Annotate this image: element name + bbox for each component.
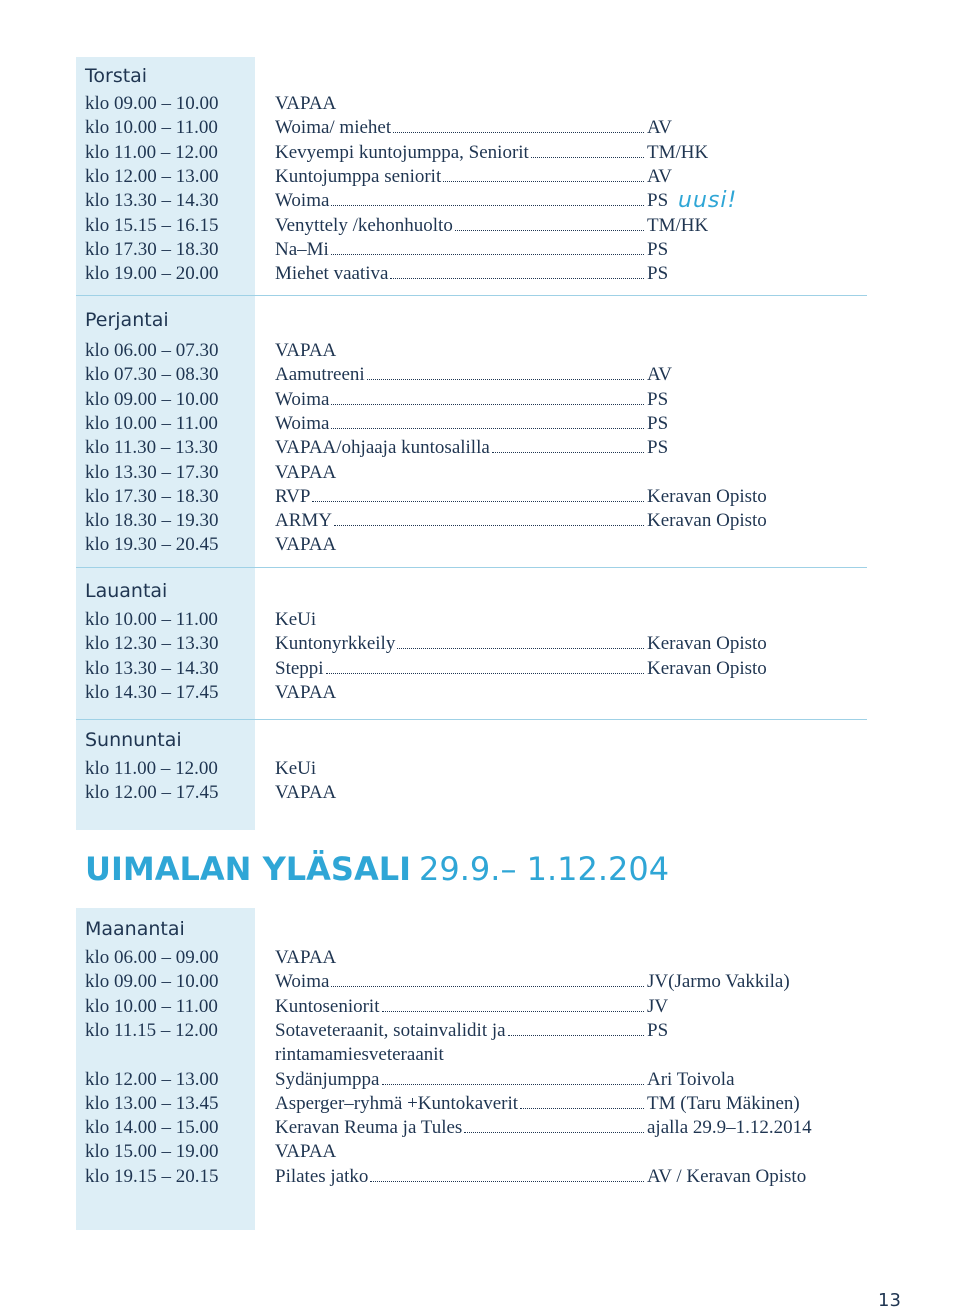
activity-row bbox=[275, 214, 645, 238]
dot-leader bbox=[331, 404, 644, 405]
activity-name: Woima bbox=[275, 971, 330, 993]
section-dates: 29.9.– 1.12.204 bbox=[419, 850, 670, 888]
day-heading: Maanantai bbox=[85, 918, 185, 940]
time-slot: klo 11.00 – 12.00 bbox=[85, 758, 218, 779]
activity-name: Sydänjumppa bbox=[275, 1068, 380, 1090]
activity-name: Asperger–ryhmä +Kuntokaverit bbox=[275, 1092, 519, 1114]
activity-name: Woima bbox=[275, 190, 330, 212]
time-slot: klo 13.00 – 13.45 bbox=[85, 1092, 219, 1114]
time-slot: klo 11.00 – 12.00 bbox=[85, 141, 218, 163]
dot-leader bbox=[464, 1132, 644, 1133]
time-slot: klo 12.00 – 13.00 bbox=[85, 1068, 219, 1090]
activity-row bbox=[275, 1116, 645, 1140]
time-slot: klo 13.30 – 17.30 bbox=[85, 461, 219, 483]
dot-leader bbox=[331, 205, 644, 206]
activity-name: VAPAA bbox=[275, 681, 337, 703]
dot-leader bbox=[520, 1108, 644, 1109]
time-slot: klo 11.30 – 13.30 bbox=[85, 437, 218, 459]
time-slot: klo 18.30 – 19.30 bbox=[85, 510, 219, 532]
activity-row bbox=[275, 262, 645, 286]
time-slot: klo 13.30 – 14.30 bbox=[85, 190, 219, 212]
day-heading: Sunnuntai bbox=[85, 729, 182, 751]
instructor: PS bbox=[647, 1019, 669, 1041]
activity-row bbox=[275, 388, 645, 412]
activity-row bbox=[275, 189, 645, 213]
day-heading: Perjantai bbox=[85, 309, 169, 331]
activity-name: KeUi bbox=[275, 609, 317, 630]
dot-leader bbox=[393, 132, 644, 133]
dot-leader bbox=[508, 1035, 644, 1036]
time-slot: klo 19.00 – 20.00 bbox=[85, 263, 219, 285]
time-slot: klo 10.00 – 11.00 bbox=[85, 609, 218, 630]
time-slot: klo 09.00 – 10.00 bbox=[85, 388, 219, 410]
dot-leader bbox=[331, 428, 644, 429]
dot-leader bbox=[331, 254, 644, 255]
day-divider bbox=[76, 295, 867, 296]
instructor: Ari Toivola bbox=[647, 1068, 735, 1090]
time-slot: klo 14.00 – 15.00 bbox=[85, 1117, 219, 1139]
dot-leader bbox=[382, 1011, 645, 1012]
activity-row bbox=[275, 412, 645, 436]
activity-name: Venyttely /kehonhuolto bbox=[275, 214, 453, 236]
activity-name: Sotaveteraanit, sotainvalidit ja bbox=[275, 1019, 506, 1041]
instructor: PS bbox=[647, 238, 669, 260]
instructor: PS bbox=[647, 437, 669, 459]
section-heading bbox=[85, 849, 669, 889]
dot-leader bbox=[397, 648, 644, 649]
activity-name: Pilates jatko bbox=[275, 1165, 369, 1187]
dot-leader bbox=[382, 1084, 645, 1085]
time-slot: klo 17.30 – 18.30 bbox=[85, 238, 219, 260]
instructor: AV bbox=[647, 165, 672, 187]
day-heading: Torstai bbox=[85, 65, 148, 87]
time-slot: klo 09.00 – 10.00 bbox=[85, 971, 219, 993]
time-slot: klo 10.00 – 11.00 bbox=[85, 995, 218, 1017]
instructor: TM/HK bbox=[647, 214, 709, 236]
activity-name: KeUi bbox=[275, 758, 317, 779]
time-slot: klo 12.00 – 13.00 bbox=[85, 165, 219, 187]
activity-name: VAPAA/ohjaaja kuntosalilla bbox=[275, 437, 490, 459]
time-slot: klo 15.15 – 16.15 bbox=[85, 214, 219, 236]
activity-row bbox=[275, 238, 645, 262]
time-slot: klo 15.00 – 19.00 bbox=[85, 1141, 219, 1163]
activity-row bbox=[275, 116, 645, 140]
time-slot: klo 12.00 – 17.45 bbox=[85, 782, 219, 804]
dot-leader bbox=[367, 379, 644, 380]
activity-name: Keravan Reuma ja Tules bbox=[275, 1117, 463, 1139]
activity-name: Kuntoseniorit bbox=[275, 995, 380, 1017]
activity-name: Kuntonyrkkeily bbox=[275, 633, 396, 655]
instructor: Keravan Opisto bbox=[647, 510, 767, 532]
instructor: JV(Jarmo Vakkila) bbox=[647, 971, 790, 993]
time-slot: klo 09.00 – 10.00 bbox=[85, 93, 219, 114]
activity-name: VAPAA bbox=[275, 93, 337, 114]
time-slot: klo 06.00 – 07.30 bbox=[85, 340, 219, 361]
instructor: PS bbox=[647, 412, 669, 434]
activity-row bbox=[275, 1068, 645, 1092]
instructor: PS bbox=[647, 388, 669, 410]
activity-row bbox=[275, 165, 645, 189]
new-badge: uusi! bbox=[678, 188, 738, 213]
time-slot: klo 13.30 – 14.30 bbox=[85, 657, 219, 679]
dot-leader bbox=[312, 501, 644, 502]
time-slot: klo 07.30 – 08.30 bbox=[85, 364, 219, 386]
activity-name: ARMY bbox=[275, 510, 333, 532]
instructor: TM (Taru Mäkinen) bbox=[647, 1092, 800, 1114]
activity-row bbox=[275, 657, 645, 681]
activity-name: Woima bbox=[275, 388, 330, 410]
activity-name: Miehet vaativa bbox=[275, 263, 389, 285]
time-slot: klo 10.00 – 11.00 bbox=[85, 412, 218, 434]
dot-leader bbox=[531, 157, 644, 158]
activity-row bbox=[275, 485, 645, 509]
activity-name: Steppi bbox=[275, 657, 324, 679]
dot-leader bbox=[455, 230, 644, 231]
instructor: ajalla 29.9–1.12.2014 bbox=[647, 1117, 812, 1139]
time-slot: klo 10.00 – 11.00 bbox=[85, 117, 218, 139]
instructor: PS bbox=[647, 190, 669, 212]
activity-name: VAPAA bbox=[275, 534, 337, 556]
instructor: AV / Keravan Opisto bbox=[647, 1165, 807, 1187]
instructor: PS bbox=[647, 263, 669, 285]
activity-name: VAPAA bbox=[275, 947, 337, 968]
activity-name: VAPAA bbox=[275, 1141, 337, 1163]
dot-leader bbox=[390, 278, 644, 279]
activity-name: Woima/ miehet bbox=[275, 117, 392, 139]
activity-row bbox=[275, 1092, 645, 1116]
time-slot: klo 19.30 – 20.45 bbox=[85, 534, 219, 556]
page-number: 13 bbox=[878, 1290, 901, 1311]
day-divider bbox=[76, 567, 867, 568]
time-slot: klo 06.00 – 09.00 bbox=[85, 947, 219, 968]
activity-name: VAPAA bbox=[275, 782, 337, 804]
time-slot: klo 12.30 – 13.30 bbox=[85, 633, 219, 655]
instructor: Keravan Opisto bbox=[647, 485, 767, 507]
instructor: AV bbox=[647, 117, 672, 139]
instructor: Keravan Opisto bbox=[647, 657, 767, 679]
activity-name: Aamutreeni bbox=[275, 364, 365, 386]
dot-leader bbox=[326, 673, 644, 674]
day-heading: Lauantai bbox=[85, 580, 168, 602]
activity-name: Na–Mi bbox=[275, 238, 329, 260]
activity-name: RVP bbox=[275, 485, 311, 507]
dot-leader bbox=[492, 452, 644, 453]
activity-row bbox=[275, 509, 645, 533]
activity-name: Kuntojumppa seniorit bbox=[275, 165, 442, 187]
activity-continuation: rintamamiesveteraanit bbox=[275, 1044, 444, 1066]
time-slot: klo 14.30 – 17.45 bbox=[85, 681, 219, 703]
dot-leader bbox=[331, 986, 644, 987]
activity-row bbox=[275, 363, 645, 387]
activity-name: VAPAA bbox=[275, 340, 337, 361]
activity-row bbox=[275, 436, 645, 460]
instructor: Keravan Opisto bbox=[647, 633, 767, 655]
time-slot: klo 11.15 – 12.00 bbox=[85, 1019, 218, 1041]
activity-row bbox=[275, 995, 645, 1019]
dot-leader bbox=[334, 525, 644, 526]
instructor: AV bbox=[647, 364, 672, 386]
activity-row bbox=[275, 1165, 645, 1189]
dot-leader bbox=[443, 181, 644, 182]
dot-leader bbox=[370, 1181, 644, 1182]
activity-name: Kevyempi kuntojumppa, Seniorit bbox=[275, 141, 529, 163]
activity-row bbox=[275, 632, 645, 656]
day-divider bbox=[76, 719, 867, 720]
time-slot: klo 19.15 – 20.15 bbox=[85, 1165, 219, 1187]
activity-name: VAPAA bbox=[275, 461, 337, 483]
section-title: UIMALAN YLÄSALI bbox=[85, 850, 412, 888]
activity-name: Woima bbox=[275, 412, 330, 434]
activity-row bbox=[275, 141, 645, 165]
time-slot: klo 17.30 – 18.30 bbox=[85, 485, 219, 507]
instructor: TM/HK bbox=[647, 141, 709, 163]
instructor: JV bbox=[647, 995, 669, 1017]
activity-row bbox=[275, 970, 645, 994]
activity-row bbox=[275, 1019, 645, 1043]
